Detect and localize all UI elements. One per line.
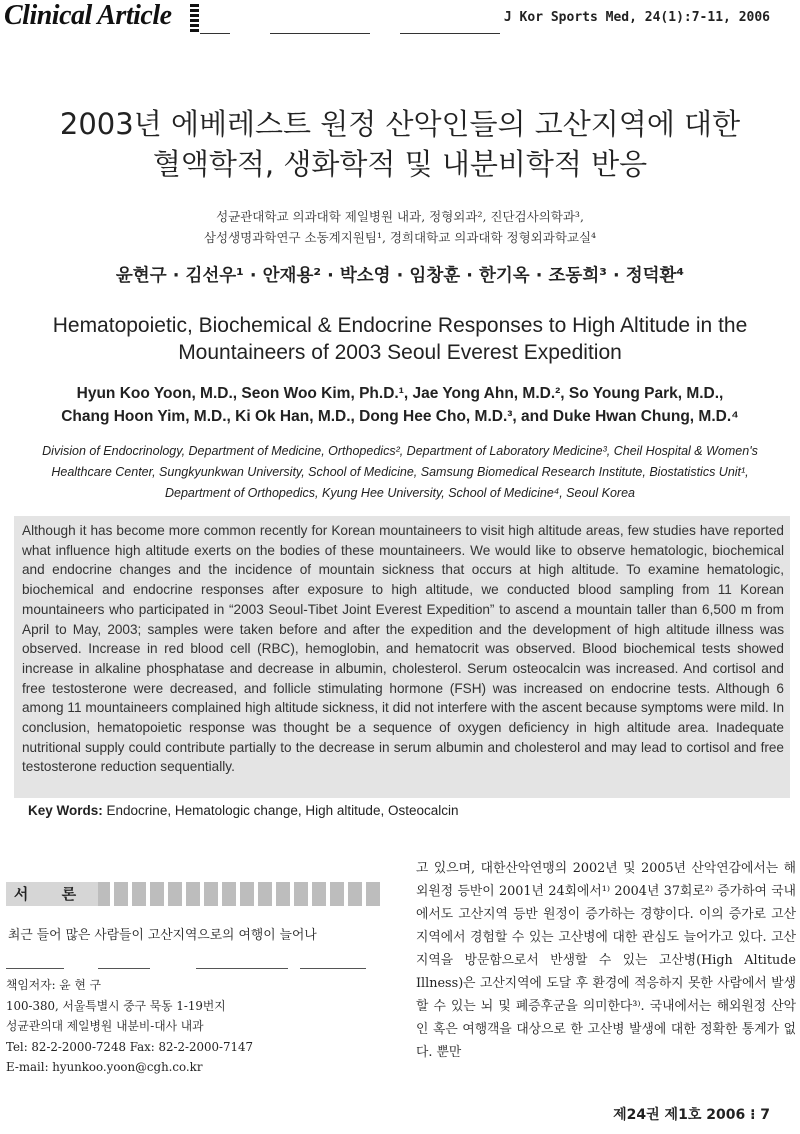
contact-phone: Tel: 82-2-2000-7248 Fax: 82-2-2000-7147	[6, 1039, 254, 1054]
corresponding-author	[6, 975, 396, 1078]
affiliation-en-line1: Division of Endocrinology, Department of Medicine, Orthopedics², Department of Laboratory Medicine³, Cheil Hospital & Women's	[42, 444, 758, 458]
affiliation-en-line2: Healthcare Center, Sungkyunkwan University, School of Medicine, Samsung Biomedical Research Institute, Biostatistics Unit¹,	[51, 465, 749, 479]
authors-en-line2: Chang Hoon Yim, M.D., Ki Ok Han, M.D., Dong Hee Cho, M.D.³, and Duke Hwan Chung, M.D.⁴	[61, 408, 739, 425]
intro-first-line: 최근 들어 많은 사람들이 고산지역으로의 여행이 늘어나	[8, 928, 317, 943]
section-label-bar	[190, 4, 199, 32]
title-ko-line2: 혈액학적, 생화학적 및 내분비학적 반응	[152, 147, 648, 181]
intro-heading: 서 론	[6, 882, 98, 906]
section-label: Clinical Article	[4, 0, 172, 31]
contact-org: 성균관의대 제일병원 내분비-대사 내과	[6, 1019, 204, 1033]
affiliation-ko-line1: 성균관대학교 의과대학 제일병원 내과, 정형외과², 진단검사의학과³,	[216, 209, 584, 224]
journal-reference: J Kor Sports Med, 24(1):7-11, 2006	[503, 10, 770, 25]
title-en-line1: Hematopoietic, Biochemical & Endocrine Responses to High Altitude in the	[52, 314, 748, 337]
page-footer: 제24권 제1호 2006 ⁝ 7	[613, 1107, 770, 1123]
intro-heading-bar	[6, 882, 380, 906]
title-en-line2: Mountaineers of 2003 Seoul Everest Expedition	[178, 341, 622, 364]
contact-name: 책임저자: 윤 현 구	[6, 978, 101, 992]
affiliation-ko-line2: 삼성생명과학연구 소동계지원팀¹, 경희대학교 의과대학 정형외과학교실⁴	[203, 230, 597, 245]
keywords-label: Key Words:	[28, 803, 103, 818]
contact-rule	[98, 968, 150, 969]
contact-rule	[196, 968, 288, 969]
title-ko-line1: 2003년 에베레스트 원정 산악인들의 고산지역에 대한	[59, 107, 741, 141]
header-rule	[270, 33, 370, 34]
authors-en-line1: Hyun Koo Yoon, M.D., Seon Woo Kim, Ph.D.¹, Jae Yong Ahn, M.D.², So Young Park, M.D.,	[76, 385, 724, 402]
contact-rule	[300, 968, 366, 969]
keywords	[28, 803, 788, 818]
intro-body-right: 고 있으며, 대한산악연맹의 2002년 및 2005년 산악연감에서는 해외원정 등반이 2001년 24회에서¹⁾ 2004년 37회로²⁾ 증가하여 국내에서도 고산지역 등반 원정이 증가하는 경향이다. 이의 증가로 고산지역에서 경험할 수 있는 고산병에 대한 관심도 늘어가고 있다. 고산지역을 방문함으로서 반생할 수 있는 고산병(High Altitude Illness)은 고산지역에 도달 후 환경에 적응하지 못한 사람에서 발생할 수 있는 뇌 및 폐증후군을 의미한다³⁾. 국내에서는 해외원정 산악인 혹은 여행객을 대상으로 한 고산병 발생에 대한 정확한 통계가 없다. 뿐만	[416, 861, 796, 1060]
contact-email: E-mail: hyunkoo.yoon@cgh.co.kr	[6, 1060, 203, 1074]
header-rule	[200, 33, 230, 34]
contact-rule	[6, 968, 64, 969]
authors-ko: 윤현구 · 김선우¹ · 안재용² · 박소영 · 임창훈 · 한기옥 · 조동희³ · 정덕환⁴	[115, 266, 685, 286]
keywords-text: Endocrine, Hematologic change, High altitude, Osteocalcin	[106, 803, 459, 818]
abstract-text: Although it has become more common recently for Korean mountaineers to visit high altitude areas, few studies have reported what influence high altitude exerts on the bodies of these mountaineers. We would like to observe hematologic, biochemical and endocrine changes and the incidence of mountain sickness that occurs at high altitude. To examine hematologic, biochemical and endocrine responses after exposure to high altitude, we conducted blood sampling from 11 Korean mountaineers who participated in “2003 Seoul-Tibet Joint Everest Expedition” to ascend a mountain taller than 6,500 m from April to May, 2003; samples were taken before and after the expedition and the development of high altitude illness was observed. Increase in red blood cell (RBC), hemoglobin, and hematocrit was observed. Blood biochemical tests showed increase in alkaline phosphatase and decrease in albumin, cholesterol. Serum osteocalcin was increased. And cortisol and free testosterone were decreased, and follicle stimulating hormone (FSH) was increased on endocrine tests. Although 6 among 11 mountaineers complained high altitude sickness, it did not interfere with the ascent because symptoms were mild. In conclusion, hematopoietic response was thought be a sequence of oxygen deficiency in high altitude area. Inadequate nutritional supply could contribute partially to the decrease in serum albumin and cholesterol and may lead to cortisol and free testosterone reduction sequentially.	[22, 523, 784, 775]
contact-address: 100-380, 서울특별시 중구 묵동 1-19번지	[6, 998, 226, 1013]
affiliation-en-line3: Department of Orthopedics, Kyung Hee University, School of Medicine⁴, Seoul Korea	[164, 486, 635, 500]
header-rule	[400, 33, 500, 34]
